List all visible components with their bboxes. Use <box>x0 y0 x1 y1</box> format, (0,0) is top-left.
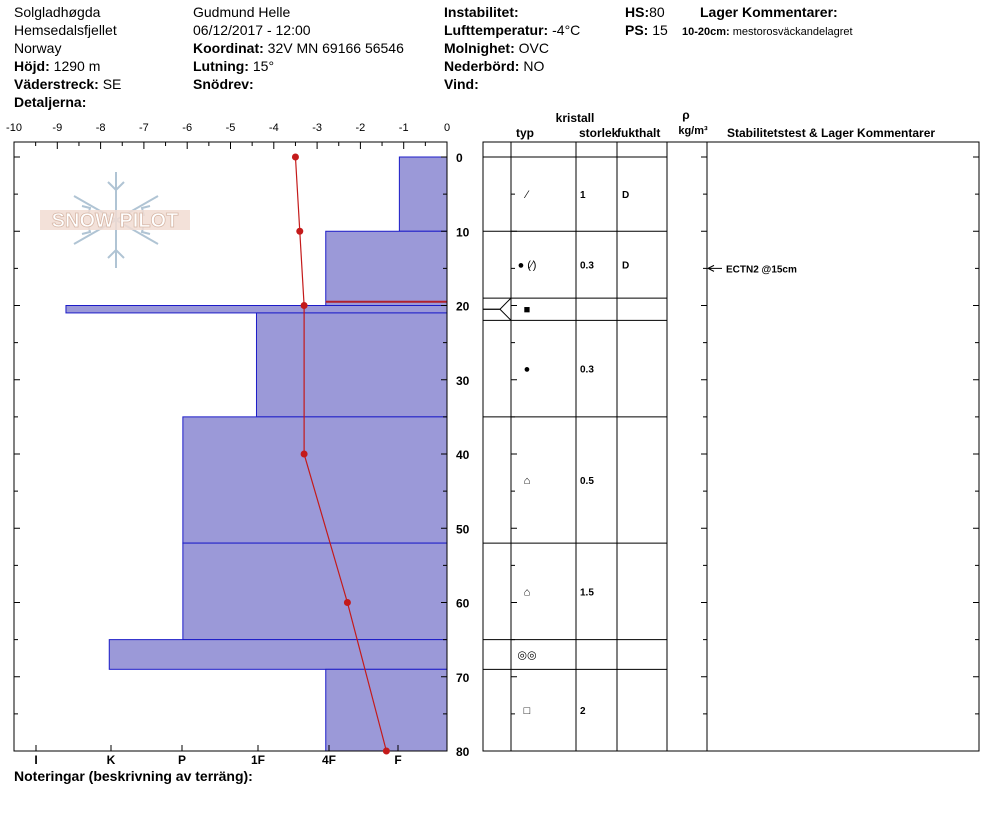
depth-tick-label: 0 <box>456 151 463 165</box>
snow-height-label: HS: <box>625 4 650 20</box>
temp-tick-label: -3 <box>312 122 322 134</box>
hardness-bar <box>256 313 447 417</box>
observer-name: Gudmund Helle <box>193 4 291 20</box>
layer-grain-type: □ <box>523 705 531 718</box>
slope-value: 15° <box>252 58 275 74</box>
header-density-unit: kg/m³ <box>678 125 708 137</box>
hardness-bar <box>183 417 447 543</box>
elevation-label: Höjd: <box>14 58 50 74</box>
snow-height-value: 80 <box>649 4 665 20</box>
terrain-notes-label: Noteringar (beskrivning av terräng): <box>14 768 253 784</box>
snowdrift-label: Snödrev: <box>193 76 254 92</box>
layer-grain-type: ⌂ <box>523 586 531 599</box>
hardness-bar <box>326 231 447 305</box>
coordinates-value: 32V MN 69166 56546 <box>267 40 404 56</box>
location-country: Norway <box>14 40 62 56</box>
depth-tick-label: 60 <box>456 596 470 611</box>
precipitation-value: NO <box>523 58 545 74</box>
wind-label: Vind: <box>444 76 479 92</box>
coordinates-label: Koordinat: <box>193 40 264 56</box>
header-rho: ρ <box>682 108 690 122</box>
watermark-text: SNOW PILOT <box>51 210 179 232</box>
layer-grain-type: ⁄ <box>526 189 528 202</box>
hardness-bar <box>109 640 447 670</box>
hardness-label: P <box>177 753 187 767</box>
hardness-label: F <box>394 753 402 767</box>
penetration-value: 15 <box>652 22 668 38</box>
temperature-point <box>383 748 390 755</box>
header-fukthalt: fukthalt <box>617 126 661 140</box>
depth-tick-label: 30 <box>456 373 470 388</box>
hardness-bar <box>66 306 447 313</box>
layer-grain-size: 2 <box>580 706 586 718</box>
depth-tick-label: 50 <box>456 522 470 537</box>
temp-tick-label: -2 <box>355 122 366 134</box>
layer-grain-type: ⌂ <box>523 474 531 487</box>
layer-grain-size: 0.3 <box>580 260 594 272</box>
layer-grain-size: 1 <box>580 190 586 202</box>
temp-tick-label: -8 <box>95 122 106 134</box>
header-storlek: storlek <box>579 126 619 140</box>
details-label: Detaljerna: <box>14 94 87 110</box>
layer-comment-range: 10-20cm: <box>682 26 730 38</box>
cloud-cover-label: Molnighet: <box>444 40 515 56</box>
aspect-label: Väderstreck: <box>14 76 99 92</box>
depth-tick-label: 40 <box>456 448 470 462</box>
layer-connector <box>483 309 511 320</box>
aspect-value: SE <box>102 76 122 92</box>
hardness-bar <box>326 669 447 751</box>
layer-wetness: D <box>622 260 630 272</box>
cloud-cover-value: OVC <box>518 40 549 56</box>
location-name: Solgladhøgda <box>14 4 101 20</box>
observation-datetime: 06/12/2017 - 12:00 <box>193 22 311 38</box>
temperature-point <box>301 451 308 458</box>
table-frame <box>483 142 979 751</box>
depth-tick-label: 20 <box>456 299 470 314</box>
slope-label: Lutning: <box>193 58 249 74</box>
temperature-point <box>344 599 351 606</box>
depth-tick-label: 80 <box>456 745 470 759</box>
depth-tick-label: 10 <box>456 225 470 240</box>
layer-grain-size: 1.5 <box>580 587 594 599</box>
layer-grain-type: ● <box>523 363 531 376</box>
air-temperature-label: Lufttemperatur: <box>444 22 549 38</box>
header-typ: typ <box>516 126 534 140</box>
location-area: Hemsedalsfjellet <box>14 22 117 38</box>
stability-test-label: ECTN2 @15cm <box>726 264 797 276</box>
layer-connector <box>483 298 511 309</box>
layer-wetness: D <box>622 190 630 202</box>
layer-grain-type: ◎◎ <box>517 649 537 662</box>
layer-grain-size: 0.3 <box>580 364 594 376</box>
hardness-label: I <box>34 753 38 767</box>
header-kristall: kristall <box>555 111 595 125</box>
temp-tick-label: -5 <box>225 122 236 134</box>
temperature-point <box>301 302 308 309</box>
temp-tick-label: -6 <box>182 122 193 134</box>
depth-tick-label: 70 <box>456 670 470 685</box>
penetration-label: PS: <box>625 22 649 38</box>
hardness-label: K <box>106 753 116 767</box>
temp-tick-label: -9 <box>52 122 63 134</box>
hardness-label: 1F <box>250 753 266 767</box>
temp-tick-label: 0 <box>443 122 451 134</box>
air-temperature-value: -4°C <box>552 22 581 38</box>
hardness-label: 4F <box>321 753 337 767</box>
precipitation-label: Nederbörd: <box>444 58 520 74</box>
temp-tick-label: -10 <box>6 122 22 134</box>
instability-label: Instabilitet: <box>444 4 519 20</box>
layer-comment-text: mestorosväckandelagret <box>732 26 853 38</box>
temp-tick-label: -7 <box>139 122 149 134</box>
temperature-point <box>292 154 299 161</box>
layer-grain-size: 0.5 <box>580 475 594 487</box>
elevation-value: 1290 m <box>53 58 101 74</box>
temperature-point <box>296 228 303 235</box>
hardness-bar <box>183 543 447 640</box>
header-comments: Stabilitetstest & Lager Kommentarer <box>727 126 936 140</box>
temp-tick-label: -4 <box>268 122 279 134</box>
layer-comments-label: Lager Kommentarer: <box>700 4 838 20</box>
layer-grain-type: ■ <box>523 304 531 317</box>
layer-grain-type: ● (⁄) <box>517 259 537 272</box>
hardness-bar <box>399 157 447 231</box>
temp-tick-label: -1 <box>398 122 409 134</box>
